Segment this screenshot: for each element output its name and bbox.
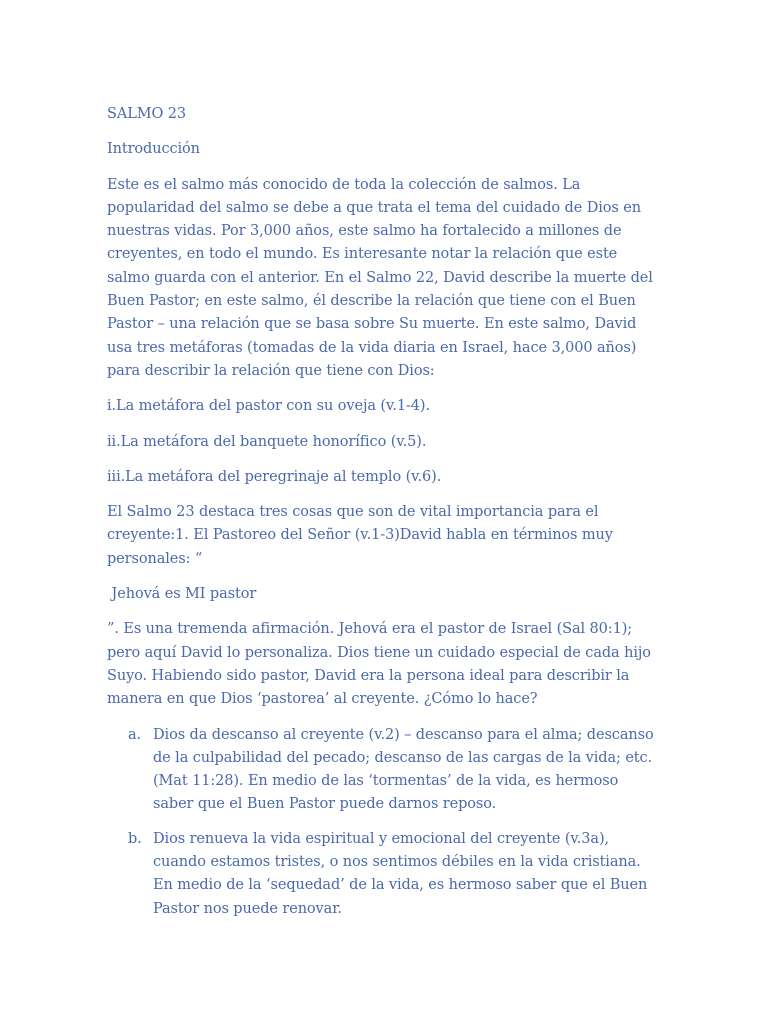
document-body: [107, 103, 662, 932]
points-list: [107, 724, 662, 921]
list-marker: a.: [128, 726, 142, 743]
list-item-text: Dios da descanso al creyente (v.2) – descanso para el alma; descanso de la culpabilidad del pecado; descanso de las cargas de la vida; etc. (Mat 11:28). En medio de las ‘tormentas’ de la vida, es hermoso saber que el Buen Pastor puede darnos reposo.: [153, 726, 654, 813]
list-item-text: Dios renueva la vida espiritual y emocional del creyente (v.3a), cuando estamos tristes, o nos sentimos débiles en la vida cristiana. En medio de la ‘sequedad’ de la vida, es hermoso saber que el Buen Pastor nos puede renovar.: [153, 830, 648, 917]
metaphor-item-3: iii.La metáfora del peregrinaje al templo (v.6).: [107, 468, 442, 485]
metaphor-item-1: i.La metáfora del pastor con su oveja (v.1-4).: [107, 398, 430, 415]
intro-heading: Introducción: [107, 141, 200, 158]
document-title: SALMO 23: [107, 106, 187, 122]
highlight-paragraph: El Salmo 23 destaca tres cosas que son de vital importancia para el creyente:1. El Pastoreo del Señor (v.1-3)David habla en términos muy personales: “: [107, 504, 613, 567]
list-item: [107, 724, 662, 817]
pastor-paragraph: ”. Es una tremenda afirmación. Jehová era el pastor de Israel (Sal 80:1); pero aquí David lo personaliza. Dios tiene un cuidado especial de cada hijo Suyo. Habiendo sido pastor, David era la persona ideal para describir la manera en que Dios ‘pastorea’ al creyente. ¿Cómo lo hace?: [107, 621, 651, 708]
list-marker: b.: [128, 830, 142, 847]
intro-paragraph: Este es el salmo más conocido de toda la colección de salmos. La popularidad del salmo se debe a que trata el tema del cuidado de Dios en nuestras vidas. Por 3,000 años, este salmo ha fortalecido a millones de creyentes, en todo el mundo. Es interesante notar la relación que este salmo guarda con el anterior. En el Salmo 22, David describe la muerte del Buen Pastor; en este salmo, él describe la relación que tiene con el Buen Pastor – una relación que se basa sobre Su muerte. En este salmo, David usa tres metáforas (tomadas de la vida diaria en Israel, hace 3,000 años) para describir la relación que tiene con Dios:: [107, 176, 653, 379]
list-item: [107, 828, 662, 921]
quote-line: Jehová es MI pastor: [107, 586, 257, 603]
metaphor-item-2: ii.La metáfora del banquete honorífico (v.5).: [107, 433, 427, 450]
